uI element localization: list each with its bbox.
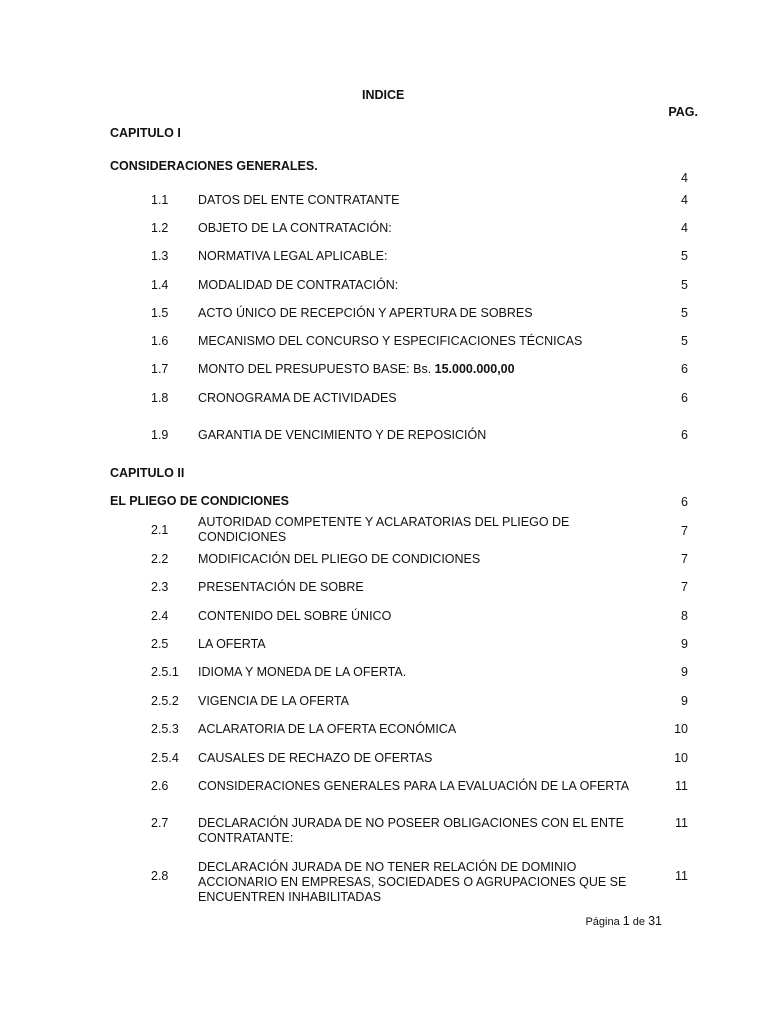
toc-item-page: 10 <box>674 751 688 765</box>
index-title: INDICE <box>362 88 405 102</box>
chapter-1-page: 4 <box>681 171 688 185</box>
toc-item-page: 5 <box>681 334 688 348</box>
toc-item-number: 2.5.1 <box>151 665 179 679</box>
toc-item-page: 7 <box>681 552 688 566</box>
toc-item-text: DATOS DEL ENTE CONTRATANTE <box>198 193 400 207</box>
toc-item-text: VIGENCIA DE LA OFERTA <box>198 694 349 708</box>
chapter-2-page: 6 <box>681 495 688 509</box>
toc-item-number: 1.9 <box>151 428 169 442</box>
budget-amount: 15.000.000,00 <box>434 362 515 376</box>
toc-item-page: 11 <box>675 779 688 793</box>
toc-item-number: 1.5 <box>151 306 169 320</box>
toc-item-page: 4 <box>681 193 688 207</box>
toc-item-number: 2.4 <box>151 609 169 623</box>
toc-item-text <box>198 362 648 377</box>
toc-item-page: 7 <box>681 524 688 538</box>
toc-item-text: CONTENIDO DEL SOBRE ÚNICO <box>198 609 392 623</box>
toc-item-text: DECLARACIÓN JURADA DE NO POSEER OBLIGACIONES CON EL ENTE CONTRATANTE: <box>198 816 625 845</box>
toc-item-page: 6 <box>681 428 688 442</box>
footer-pagina-label: Página <box>585 916 620 928</box>
toc-item-page: 9 <box>681 694 688 708</box>
toc-item-text: NORMATIVA LEGAL APLICABLE: <box>198 249 388 263</box>
toc-item-text: AUTORIDAD COMPETENTE Y ACLARATORIAS DEL PLIEGO DE CONDICIONES <box>198 515 570 544</box>
toc-item-page: 4 <box>681 221 688 235</box>
toc-item-text: IDIOMA Y MONEDA DE LA OFERTA. <box>198 665 407 679</box>
toc-item-text: ACTO ÚNICO DE RECEPCIÓN Y APERTURA DE SOBRES <box>198 306 533 320</box>
toc-item-number: 1.1 <box>151 193 169 207</box>
budget-label: MONTO DEL PRESUPUESTO BASE: Bs. <box>198 362 435 376</box>
toc-item-number: 1.4 <box>151 278 169 292</box>
page-footer <box>585 914 662 928</box>
toc-item-number: 2.6 <box>151 779 169 793</box>
toc-item-text: PRESENTACIÓN DE SOBRE <box>198 580 364 594</box>
toc-item-page: 10 <box>674 722 688 736</box>
toc-item-number: 2.5.3 <box>151 722 179 736</box>
toc-item-page: 5 <box>681 306 688 320</box>
toc-item-number: 1.6 <box>151 334 169 348</box>
toc-item-page: 11 <box>675 816 688 830</box>
toc-item-number: 2.8 <box>151 869 169 883</box>
toc-item-page: 7 <box>681 580 688 594</box>
toc-item-number: 1.7 <box>151 362 169 376</box>
toc-item-text: OBJETO DE LA CONTRATACIÓN: <box>198 221 392 235</box>
toc-item-page: 11 <box>675 869 688 883</box>
toc-item-text: CAUSALES DE RECHAZO DE OFERTAS <box>198 751 433 765</box>
toc-item-page: 6 <box>681 362 688 376</box>
toc-item-number: 2.5.4 <box>151 751 179 765</box>
toc-item-page: 9 <box>681 665 688 679</box>
toc-item-page: 5 <box>681 278 688 292</box>
toc-item-number: 2.7 <box>151 816 169 830</box>
chapter-1-title: CONSIDERACIONES GENERALES. <box>110 159 318 173</box>
page-column-header: PAG. <box>668 105 698 119</box>
toc-item-number: 2.5.2 <box>151 694 179 708</box>
toc-item-number: 1.3 <box>151 249 169 263</box>
toc-item-text: ACLARATORIA DE LA OFERTA ECONÓMICA <box>198 722 457 736</box>
toc-item-number: 1.8 <box>151 391 169 405</box>
toc-item-text: CRONOGRAMA DE ACTIVIDADES <box>198 391 397 405</box>
toc-item-text: MODIFICACIÓN DEL PLIEGO DE CONDICIONES <box>198 552 481 566</box>
toc-item-text: DECLARACIÓN JURADA DE NO TENER RELACIÓN DE DOMINIO ACCIONARIO EN EMPRESAS, SOCIEDADES O AGRUPACIONES QUE SE ENCUENTREN INHABILITADAS <box>198 860 627 904</box>
toc-item-text: MECANISMO DEL CONCURSO Y ESPECIFICACIONES TÉCNICAS <box>198 334 583 348</box>
toc-item-page: 6 <box>681 391 688 405</box>
toc-item-text: LA OFERTA <box>198 637 266 651</box>
chapter-1-label: CAPITULO I <box>110 126 181 140</box>
toc-item-number: 1.2 <box>151 221 169 235</box>
toc-item-page: 9 <box>681 637 688 651</box>
footer-de-label: de <box>632 916 646 928</box>
toc-item-number: 2.5 <box>151 637 169 651</box>
footer-current-page: 1 <box>622 914 630 928</box>
toc-item-number: 2.2 <box>151 552 169 566</box>
toc-item-number: 2.3 <box>151 580 169 594</box>
toc-item-page: 5 <box>681 249 688 263</box>
toc-item-number: 2.1 <box>151 523 169 537</box>
toc-item-page: 8 <box>681 609 688 623</box>
chapter-2-label: CAPITULO II <box>110 466 185 480</box>
chapter-2-title: EL PLIEGO DE CONDICIONES <box>110 494 289 508</box>
toc-item-text: MODALIDAD DE CONTRATACIÓN: <box>198 278 399 292</box>
footer-total-pages: 31 <box>648 914 662 928</box>
toc-item-text: CONSIDERACIONES GENERALES PARA LA EVALUACIÓN DE LA OFERTA <box>198 779 630 793</box>
toc-item-text: GARANTIA DE VENCIMIENTO Y DE REPOSICIÓN <box>198 428 487 442</box>
